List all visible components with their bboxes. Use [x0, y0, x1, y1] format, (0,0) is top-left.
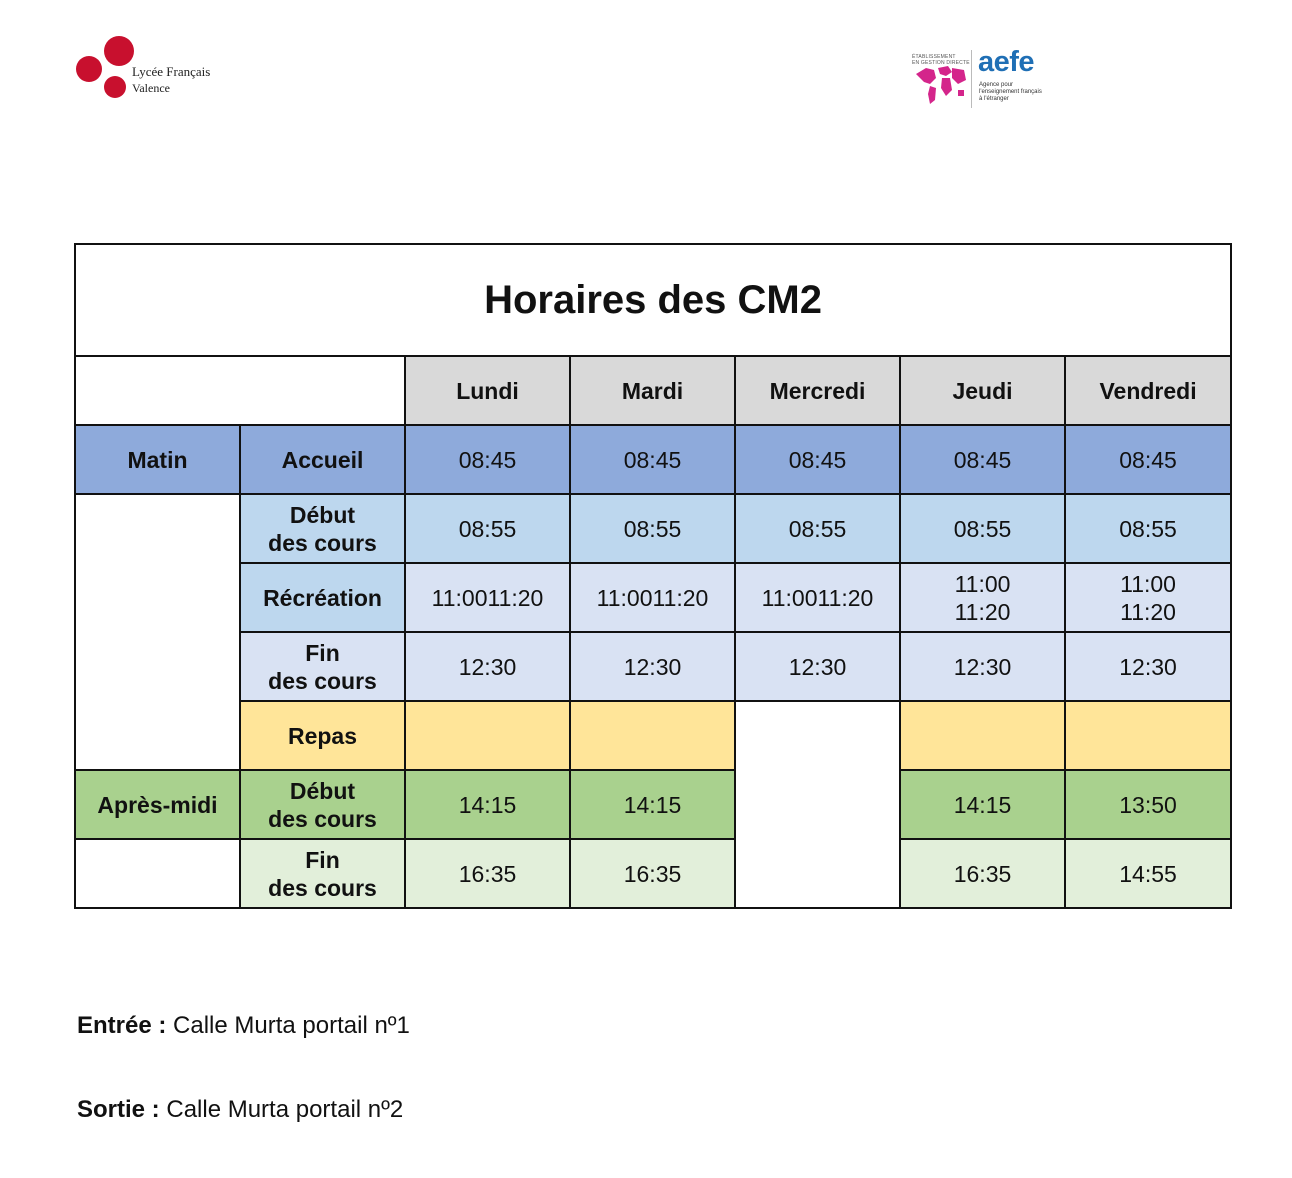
matin-empty-cell — [75, 494, 240, 770]
time-cell: 14:15 — [900, 770, 1065, 839]
time-cell: 16:35 — [900, 839, 1065, 908]
recreation-label: Récréation — [240, 563, 405, 632]
label-line: Début — [289, 501, 356, 528]
logo-dot-left — [76, 56, 102, 82]
repas-row — [75, 701, 1231, 770]
repas-cell — [405, 701, 570, 770]
time-line: 11:00 — [954, 570, 1011, 597]
time-cell: 12:30 — [735, 632, 900, 701]
repas-cell — [570, 701, 735, 770]
aefe-wordmark: aefe — [978, 46, 1035, 78]
time-cell: 08:55 — [570, 494, 735, 563]
aefe-logo — [908, 46, 1058, 108]
matin-label: Matin — [75, 425, 240, 494]
label-line: Début — [289, 777, 356, 804]
time-cell: 14:15 — [570, 770, 735, 839]
day-header: Mercredi — [735, 356, 900, 425]
entree-label: Entrée : — [77, 1012, 167, 1039]
time-cell: 16:35 — [405, 839, 570, 908]
aefe-tagline-1: ÉTABLISSEMENT — [912, 54, 956, 60]
time-cell: 13:50 — [1065, 770, 1231, 839]
day-header: Mardi — [570, 356, 735, 425]
time-cell: 08:45 — [405, 425, 570, 494]
time-cell: 08:55 — [735, 494, 900, 563]
days-header-row — [75, 356, 1231, 425]
time-cell: 08:55 — [405, 494, 570, 563]
schedule-table — [74, 243, 1232, 909]
day-header: Jeudi — [900, 356, 1065, 425]
sortie-value: Calle Murta portail nº2 — [166, 1096, 404, 1123]
time-cell: 12:30 — [570, 632, 735, 701]
repas-cell — [900, 701, 1065, 770]
time-cell: 11:0011:20 — [405, 563, 570, 632]
aefe-tagline-2: EN GESTION DIRECTE — [912, 60, 970, 66]
time-cell: 16:35 — [570, 839, 735, 908]
debut-aprem-label — [240, 770, 405, 839]
time-cell: 08:45 — [1065, 425, 1231, 494]
aefe-tagline — [912, 54, 970, 66]
table-title: Horaires des CM2 — [75, 244, 1231, 356]
day-header: Lundi — [405, 356, 570, 425]
label-line: des cours — [268, 805, 377, 832]
label-line: Fin — [305, 846, 340, 873]
sortie-label: Sortie : — [77, 1096, 160, 1123]
time-cell: 12:30 — [1065, 632, 1231, 701]
time-cell: 11:0011:20 — [570, 563, 735, 632]
label-line: des cours — [268, 529, 377, 556]
aefe-separator — [971, 50, 972, 108]
time-cell: 14:55 — [1065, 839, 1231, 908]
time-line: 11:20 — [1120, 598, 1176, 625]
lycee-logo-text — [132, 64, 210, 96]
lycee-logo-line2: Valence — [132, 81, 170, 95]
time-cell: 11:0011:20 — [735, 563, 900, 632]
time-line: 11:00 — [1120, 570, 1176, 597]
debut-matin-label — [240, 494, 405, 563]
entree-line — [77, 1012, 410, 1040]
aefe-world-map — [908, 50, 968, 108]
time-cell: 08:45 — [570, 425, 735, 494]
recreation-row — [75, 563, 1231, 632]
fin-matin-label — [240, 632, 405, 701]
apres-midi-empty-cell — [75, 839, 240, 908]
mercredi-afternoon-empty — [735, 701, 900, 908]
logo-dot-bottom — [104, 76, 126, 98]
time-cell: 14:15 — [405, 770, 570, 839]
debut-matin-row — [75, 494, 1231, 563]
accueil-row — [75, 425, 1231, 494]
label-line: des cours — [268, 874, 377, 901]
aefe-sub-2: l'enseignement français — [979, 89, 1042, 95]
label-line: Fin — [305, 639, 340, 666]
repas-cell — [1065, 701, 1231, 770]
accueil-label: Accueil — [240, 425, 405, 494]
fin-matin-row — [75, 632, 1231, 701]
fin-aprem-row — [75, 839, 1231, 908]
aefe-sub-1: Agence pour — [979, 82, 1014, 88]
time-cell: 08:45 — [900, 425, 1065, 494]
time-cell: 08:55 — [1065, 494, 1231, 563]
entree-value: Calle Murta portail nº1 — [173, 1012, 410, 1039]
debut-aprem-row — [75, 770, 1231, 839]
time-line: 11:20 — [954, 598, 1011, 625]
lycee-francais-logo — [74, 36, 244, 100]
apres-midi-label: Après-midi — [75, 770, 240, 839]
logo-dot-large — [104, 36, 134, 66]
repas-label: Repas — [240, 701, 405, 770]
time-cell: 08:45 — [735, 425, 900, 494]
sortie-line — [77, 1096, 403, 1124]
aefe-subtitle — [979, 82, 1042, 103]
time-cell: 08:55 — [900, 494, 1065, 563]
label-line: des cours — [268, 667, 377, 694]
time-cell: 12:30 — [405, 632, 570, 701]
lycee-logo-line1: Lycée Français — [132, 64, 211, 79]
time-cell — [1065, 563, 1231, 632]
time-cell: 12:30 — [900, 632, 1065, 701]
fin-aprem-label — [240, 839, 405, 908]
header-empty-cell — [75, 356, 405, 425]
day-header: Vendredi — [1065, 356, 1231, 425]
aefe-sub-3: à l'étranger — [979, 96, 1009, 102]
schedule-table-wrapper — [74, 243, 1230, 921]
time-cell — [900, 563, 1065, 632]
